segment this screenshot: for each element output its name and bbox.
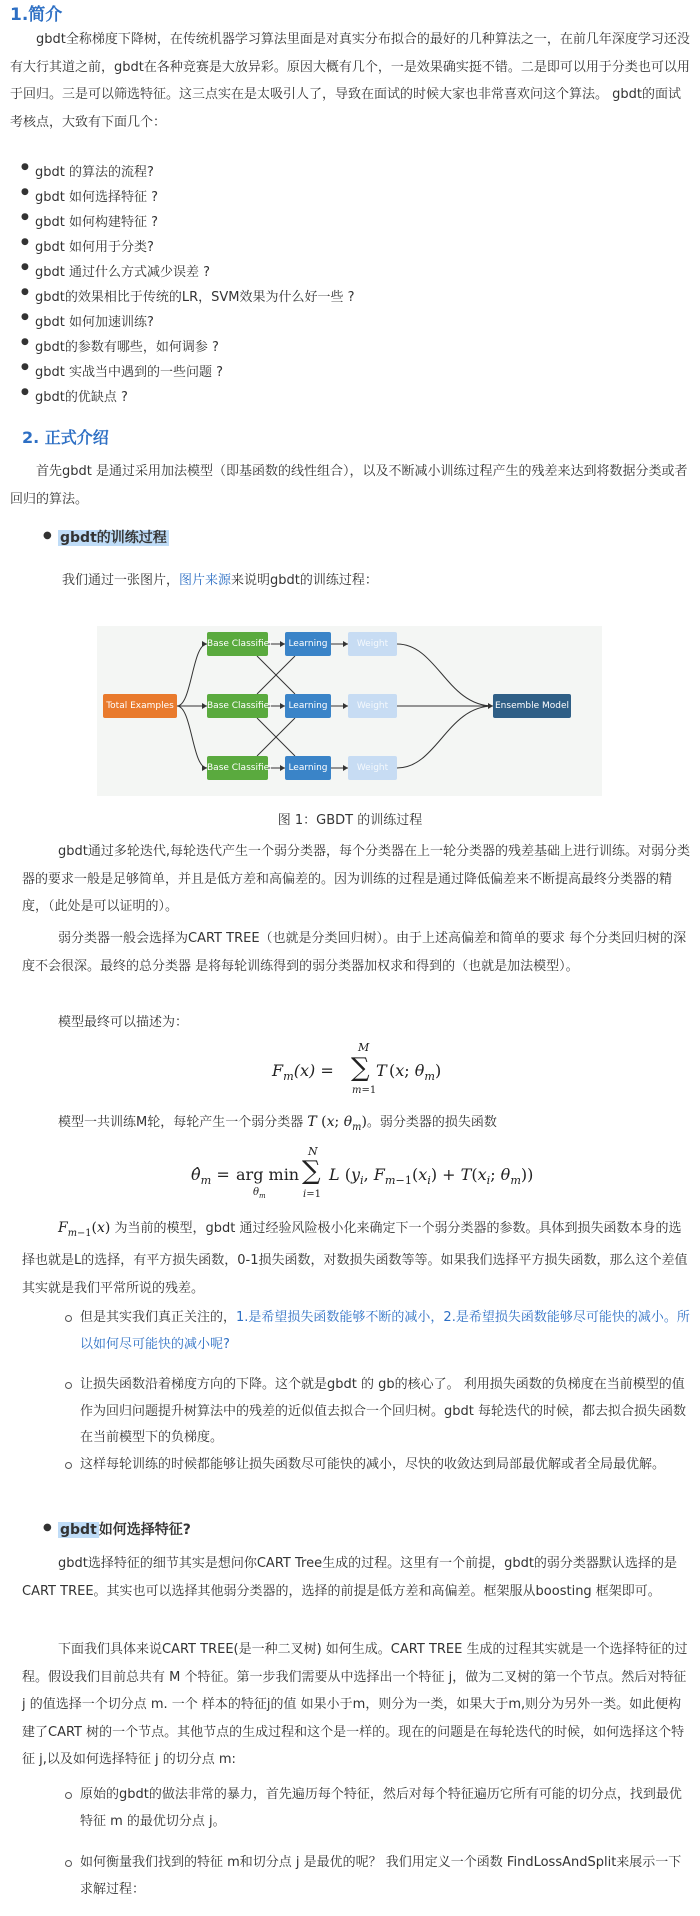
learning-box: Learning (285, 756, 331, 780)
list-item: 原始的gbdt的做法非常的暴力，首先遍历每个特征，然后对每个特征遍历它所有可能的切分点，找到最优特征 m 的最优切分点 j。 (80, 1782, 690, 1835)
weight-box: Weight (348, 632, 397, 656)
figure-caption: 图 1：GBDT 的训练过程 (277, 813, 423, 828)
article-page: 1.简介 gbdt全称梯度下降树，在传统机器学习算法里面是对真实分布拟合的最好的几种算法之一，在前几年深度学习还没有大行其道之前，gbdt在各种竞赛是大放异彩。原因大概有几个，一是效果确实挺不错。二是即可以用于分类也可以用于回归。三是可以筛选特征。这三点实在是太吸引人了，导致在面试的时候大家也非常喜欢问这个算法。 gbdt的面试考核点，大致有下面几个： ● gbdt 的算法的流程? ● gbdt 如何选择特征 ? ● gbdt 如何构建特征 ? ● gbdt 如何用于分类? ● gbdt 通过什么方式减少误差 ? ● gbdt的效果相比于传统的LR，SVM效果为什么好一些 ? ● gbdt 如何加速训练? ● gbdt的参数有哪些，如何调参 ? ● gbdt 实战当中遇到的一些问题 ? ● gbdt的优缺点 ? 2. 正式介绍 首先gbdt 是通过采用加法模型（即基函数的线性组合），以及不断减小训练过程产生的残差来达到将数据分类或者回归的算法。 ● gbdt的训练过程 我们通过一张图片，图片来源来说明gbdt的训练过程： Total Examples Base Classifier Base Classifier Base Classifier Learning Learning Learning Weight Weight Weight Ensemble Model 图 1：GBDT 的训练过程 gbdt通过多轮迭代,每轮迭代产生一个弱分类器，每个分类器在上一轮分类器的残差基础上进行训练。对弱分类器的要求一般是足够简单，并且是低方差和高偏差的。因为训练的过程是通过降低偏差来不断提高最终分类器的精度，（此处是可以证明的）。 弱分类器一般会选择为CART TREE（也就是分类回归树）。由于上述高偏差和简单的要求 每个分类回归树的深度不会很深。最终的总分类器 是将每轮训练得到的弱分类器加权求和得到的（也就是加法模型）。 模型最终可以描述为： $F_m(x)$ = ∑ M m=1 T (x; $\theta_m$) 模型一共训练M轮，每轮产生一个弱分类器 T (x; $\theta_m$)。弱分类器的损失函数 $\thetâ_m$ = arg min $\theta_m$ ∑ N i=1 L ($y_i$, $F_{m-1}(x_i) + T(x_i$; $\theta_m$)) $F_{m-1}(x)$ 为当前的模型，gbdt 通过经验风险极小化来确定下一个弱分类器的参数。具体到损失函数本身的选择也就是L的选择，有平方损失函数，0-1损失函数，对数损失函数等等。如果我们选择平方损失函数，那么这个差值其实就是我们平常所说的残差。 但是其实我们真正关注的，1.是希望损失函数能够不断的减小，2.是希望损失函数能够尽可能快的减小。所以如何尽可能快的减小呢? 让损失函数沿着梯度方向的下降。这个就是gbdt 的 gb的核心了。 利用损失函数的负梯度在当前模型的值作为回归问题提升树算法中的残差的近似值去拟合一个回归树。gbdt 每轮迭代的时候，都去拟合损失函数在当前模型下的负梯度。 这样每轮训练的时候都能够让损失函数尽可能快的减小，尽快的收敛达到局部最优解或者全局最优解。 ● gbdt 如何选择特征? gbdt选择特征的细节其实是想问你CART Tree生成的过程。这里有一个前提，gbdt的弱分类器默认选择的是CART TREE。其实也可以选择其他弱分类器的，选择的前提是低方差和高偏差。框架服从boosting 框架即可。 下面我们具体来说CART TREE(是一种二叉树) 如何生成。CART TREE 生成的过程其实就是一个选择特征的过程。假设我们目前总共有 M 个特征。第一步我们需要从中选择出一个特征 j，做为二叉树的第一个节点。然后对特征 j 的值选择一个切分点 m. 一个 样本的特征j的值 如果小于m，则分为一类，如果大于m,则分为另外一类。如此便构建了CART 树的一个节点。其他节点的生成过程和这个是一样的。现在的问题是在每轮迭代的时候，如何选择这个特征 j,以及如何选择特征 j 的切分点 m: 原始的gbdt的做法非常的暴力，首先遍历每个特征，然后对每个特征遍历它所有可能的切分点，找到最优特征 m 的最优切分点 j。 如何衡量我们找到的特征 m和切分点 j 是最优的呢？ 我们用定义一个函数 FindLossAndSplit来展示一下求解过程： (0, 0, 700, 1916)
list-item: ● gbdt 通过什么方式减少误差 ? (35, 261, 210, 280)
feature-paragraph: gbdt选择特征的细节其实是想问你CART Tree生成的过程。这里有一个前提，gbdt的弱分类器默认选择的是CART TREE。其实也可以选择其他弱分类器的，选择的前提是低方差和高偏差。框架服从boosting 框架即可。 (22, 1556, 677, 1599)
feature-heading: ● gbdt 如何选择特征? (58, 1519, 191, 1539)
fm1-paragraph: $F_{m-1}(x)$ 为当前的模型，gbdt 通过经验风险极小化来确定下一个弱分类器的参数。具体到损失函数本身的选择也就是L的选择，有平方损失函数，0-1损失函数，对数损失函数等等。如果我们选择平方损失函数，那么这个差值其实就是我们平常所说的残差。 (22, 1220, 688, 1296)
base-classifier-box: Base Classifier (207, 632, 268, 656)
training-diagram (97, 626, 602, 796)
list-item: 如何衡量我们找到的特征 m和切分点 j 是最优的呢？ 我们用定义一个函数 FindLossAndSplit来展示一下求解过程： (80, 1850, 690, 1903)
m-rounds-text: 模型一共训练M轮，每轮产生一个弱分类器 T (x; $\theta_m$)。弱分类器的损失函数 (58, 1114, 497, 1133)
list-item: ● gbdt 如何选择特征 ? (35, 186, 158, 205)
image-source-link[interactable]: 图片来源 (179, 573, 232, 588)
base-classifier-box: Base Classifier (207, 694, 268, 718)
training-intro: 我们通过一张图片，图片来源来说明gbdt的训练过程： (62, 573, 378, 588)
list-item: ● gbdt 如何加速训练? (35, 311, 154, 330)
cart-paragraph: 下面我们具体来说CART TREE(是一种二叉树) 如何生成。CART TREE 生成的过程其实就是一个选择特征的过程。假设我们目前总共有 M 个特征。第一步我们需要从中选择出一个特征 j，做为二叉树的第一个节点。然后对特征 j 的值选择一个切分点 m. 一个 样本的特征j的值 如果小于m，则分为一类，如果大于m,则分为另外一类。如此便构建了CART 树的一个节点。其他节点的生成过程和这个是一样的。现在的问题是在每轮迭代的时候，如何选择这个特征 j,以及如何选择特征 j 的切分点 m: (22, 1642, 688, 1767)
list-item: ● gbdt 实战当中遇到的一些问题 ? (35, 361, 223, 380)
learning-box: Learning (285, 632, 331, 656)
list-item: ● gbdt的效果相比于传统的LR，SVM效果为什么好一些 ? (35, 286, 355, 305)
inline-formula-fm1: $F_{m-1}(x)$ (58, 1220, 111, 1239)
list-item: ● gbdt 的算法的流程? (35, 161, 154, 180)
total-examples-box: Total Examples (103, 694, 177, 718)
model-description: 模型最终可以描述为： (58, 1015, 189, 1030)
inline-formula-t: T (x; $\theta_m$) (307, 1114, 367, 1133)
list-item: ● gbdt的参数有哪些，如何调参 ? (35, 336, 219, 355)
intro-paragraph: gbdt全称梯度下降树，在传统机器学习算法里面是对真实分布拟合的最好的几种算法之一，在前几年深度学习还没有大行其道之前，gbdt在各种竞赛是大放异彩。原因大概有几个，一是效果确实挺不错。二是即可以用于分类也可以用于回归。三是可以筛选特征。这三点实在是太吸引人了，导致在面试的时候大家也非常喜欢问这个算法。 gbdt的面试考核点，大致有下面几个： (10, 32, 690, 130)
learning-box: Learning (285, 694, 331, 718)
section-title-intro: 1.简介 (10, 5, 63, 25)
list-item: ● gbdt 如何构建特征 ? (35, 211, 158, 230)
training-heading: ● gbdt的训练过程 (58, 527, 169, 547)
list-item: 让损失函数沿着梯度方向的下降。这个就是gbdt 的 gb的核心了。 利用损失函数的负梯度在当前模型的值作为回归问题提升树算法中的残差的近似值去拟合一个回归树。gbdt 每轮迭代的时候，都去拟合损失函数在当前模型下的负梯度。 (80, 1372, 690, 1452)
list-item: 但是其实我们真正关注的，1.是希望损失函数能够不断的减小，2.是希望损失函数能够尽可能快的减小。所以如何尽可能快的减小呢? (80, 1305, 690, 1358)
section-title-main: 2. 正式介绍 (22, 428, 109, 447)
ensemble-model-box: Ensemble Model (493, 694, 571, 718)
weight-box: Weight (348, 694, 397, 718)
main-intro-paragraph: 首先gbdt 是通过采用加法模型（即基函数的线性组合），以及不断减小训练过程产生的残差来达到将数据分类或者回归的算法。 (10, 464, 688, 507)
iteration-paragraph: gbdt通过多轮迭代,每轮迭代产生一个弱分类器，每个分类器在上一轮分类器的残差基础上进行训练。对弱分类器的要求一般是足够简单，并且是低方差和高偏差的。因为训练的过程是通过降低偏差来不断提高最终分类器的精度，（此处是可以证明的）。 (22, 844, 691, 914)
list-item: ● gbdt的优缺点 ? (35, 386, 128, 405)
weight-box: Weight (348, 756, 397, 780)
base-classifier-box: Base Classifier (207, 756, 268, 780)
list-item: ● gbdt 如何用于分类? (35, 236, 154, 255)
list-item: 这样每轮训练的时候都能够让损失函数尽可能快的减小，尽快的收敛达到局部最优解或者全局最优解。 (80, 1452, 690, 1479)
weak-classifier-paragraph: 弱分类器一般会选择为CART TREE（也就是分类回归树）。由于上述高偏差和简单的要求 每个分类回归树的深度不会很深。最终的总分类器 是将每轮训练得到的弱分类器加权求和得到的（也就是加法模型）。 (22, 931, 687, 974)
